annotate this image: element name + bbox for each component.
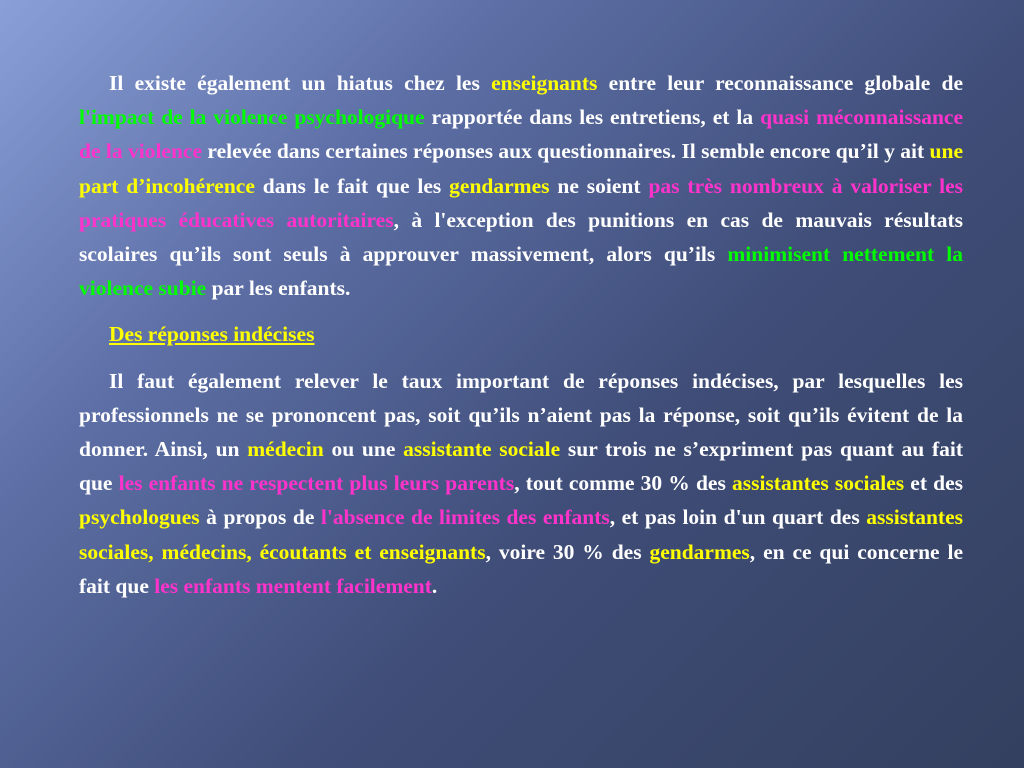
text: et des <box>904 471 963 496</box>
highlight-assistante-sociale: assistante sociale <box>403 437 561 462</box>
text: , voire 30 % des <box>485 539 650 564</box>
highlight-absence-limites: l'absence de limites des enfants <box>320 505 610 530</box>
text: rapportée dans les entretiens, et la <box>424 105 761 130</box>
text: relevée dans certaines réponses aux questionnaires. Il semble encore qu’il y ait <box>202 139 930 164</box>
highlight-incoherence: une part d’incohérence <box>79 139 963 198</box>
text: dans le fait que les <box>254 173 450 198</box>
slide-content <box>79 66 963 603</box>
text: sur trois ne s’expriment pas quant au fait que <box>79 437 964 496</box>
text: ne soient <box>549 173 649 198</box>
highlight-gendarmes-2: gendarmes <box>649 539 750 564</box>
text: , à l'exception des punitions en cas de mauvais résultats scolaires qu’ils sont seuls à approuver massivement, alors qu’ils <box>79 207 963 267</box>
highlight-enfants-respect: les enfants ne respectent plus leurs parents <box>118 471 515 496</box>
text: entre leur reconnaissance globale de <box>597 71 963 95</box>
highlight-gendarmes: gendarmes <box>449 173 550 198</box>
highlight-enseignants: enseignants <box>491 71 598 95</box>
text: Il existe également un hiatus chez les <box>109 71 492 95</box>
highlight-medecin: médecin <box>247 437 324 462</box>
highlight-pratiques-autoritaires: pas très nombreux à valoriser les pratiques éducatives autoritaires <box>79 173 963 232</box>
paragraph-hiatus <box>79 66 963 305</box>
text: à propos de <box>199 505 321 530</box>
text: , en ce qui concerne le fait que <box>79 539 963 598</box>
section-heading: Des réponses indécises <box>109 322 315 347</box>
text: . <box>431 573 438 598</box>
text: Il faut également relever le taux important de réponses indécises, par lesquelles les professionnels ne se prononcent pas, soit qu’ils n’aient pas la réponse, soit qu’ils évitent de la donner. Ainsi, un <box>79 368 963 462</box>
paragraph-reponses-indecises <box>79 364 963 603</box>
highlight-psychologues: psychologues <box>79 505 200 530</box>
text: ou une <box>323 437 404 462</box>
text: par les enfants. <box>206 276 351 301</box>
highlight-professionnels-list: assistantes sociales, médecins, écoutants et enseignants <box>79 505 963 564</box>
highlight-minimisent-violence: minimisent nettement la violence subie <box>79 242 963 301</box>
highlight-impact-violence: l'impact de la violence psychologique <box>79 105 425 130</box>
highlight-enfants-mentent: les enfants mentent facilement <box>154 573 432 598</box>
highlight-assistantes-sociales: assistantes sociales <box>731 471 905 496</box>
text: , et pas loin d'un quart des <box>609 505 867 530</box>
text: , tout comme 30 % des <box>514 471 732 496</box>
highlight-quasi-meconnaissance: quasi méconnaissance de la violence <box>79 105 963 164</box>
